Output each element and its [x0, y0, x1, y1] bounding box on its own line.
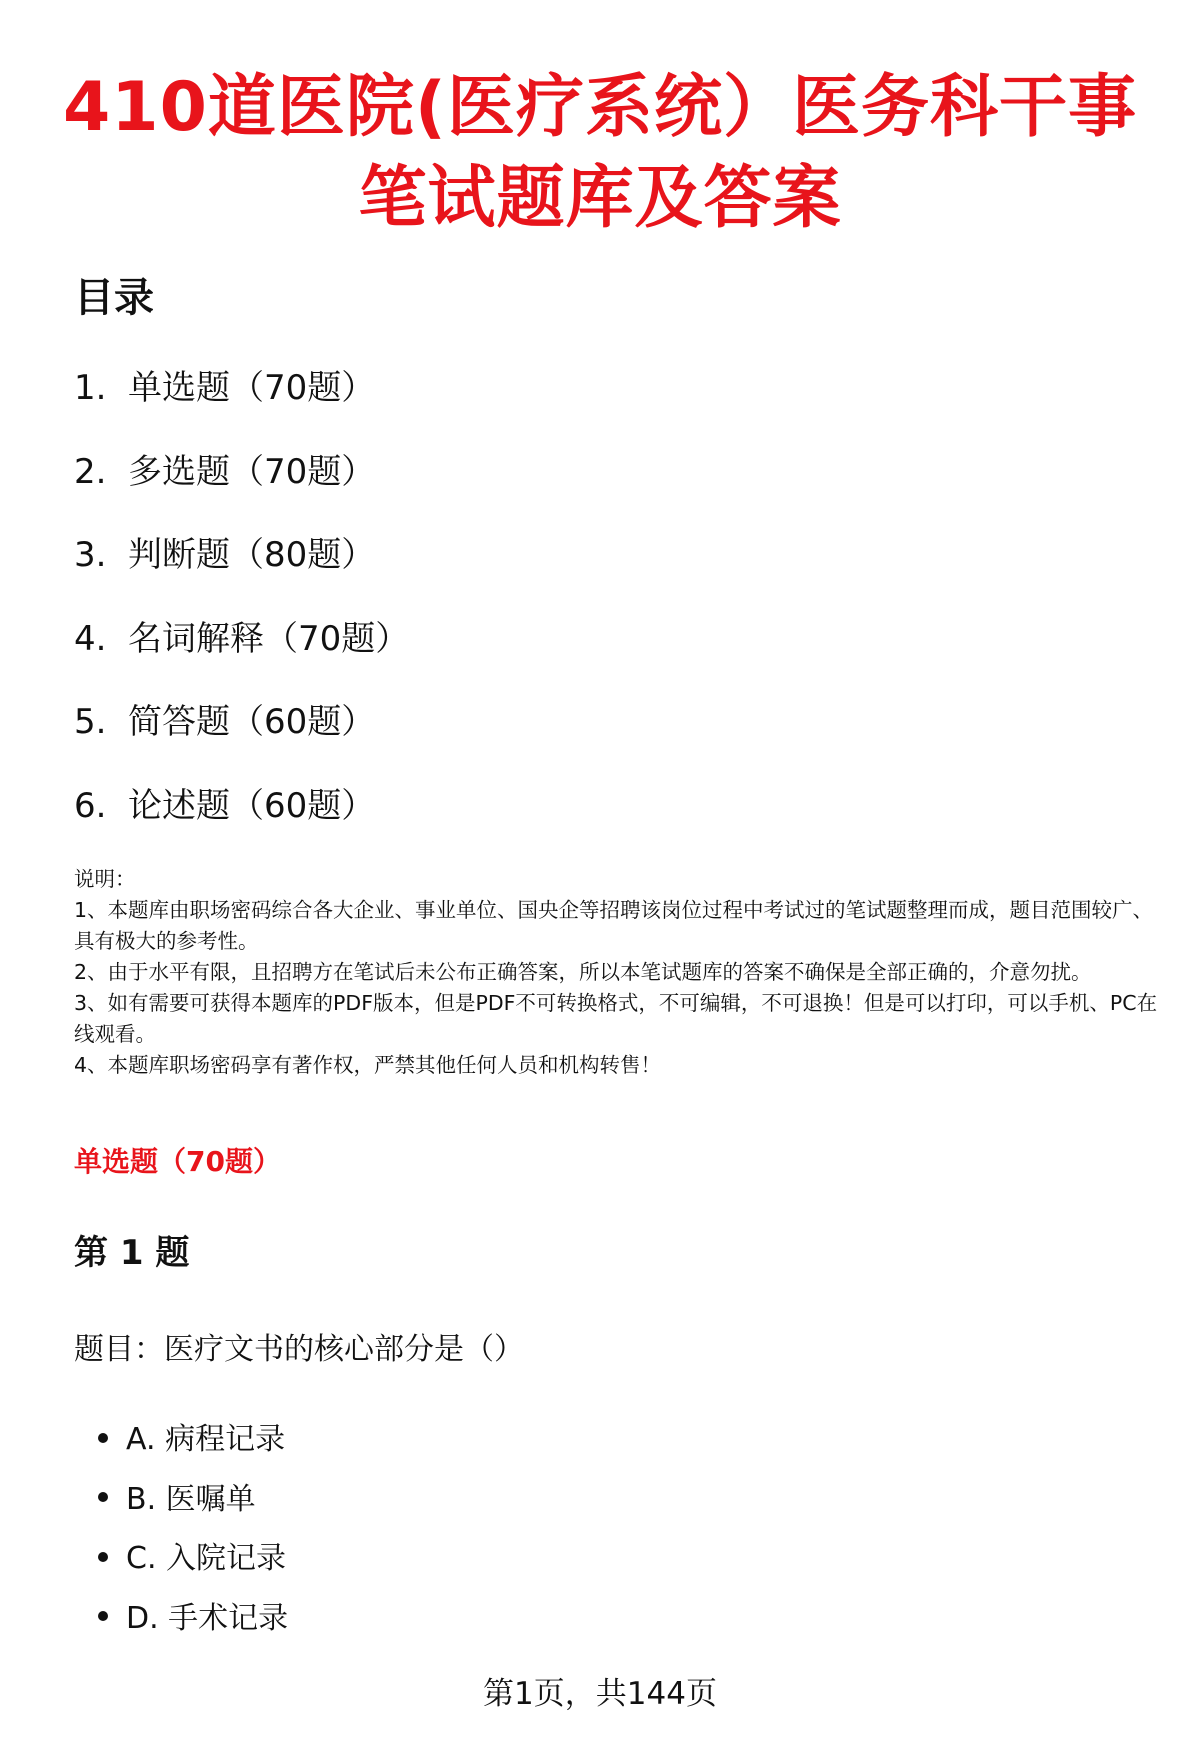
option-item	[98, 1597, 288, 1657]
option-label: C. 入院记录	[126, 1541, 287, 1576]
toc-item	[74, 529, 409, 613]
note-item: 1、本题库由职场密码综合各大企业、事业单位、国央企等招聘该岗位过程中考试过的笔试题整理而成，题目范围较广、具有极大的参考性。	[74, 898, 1154, 953]
toc-item	[74, 362, 409, 446]
note-item: 4、本题库职场密码享有著作权，严禁其他任何人员和机构转售！	[74, 1053, 662, 1077]
notes-heading: 说明：	[74, 867, 136, 891]
question-stem: 题目：医疗文书的核心部分是（）	[74, 1332, 524, 1367]
toc-item-label: 论述题（60题）	[128, 785, 376, 826]
toc-item-number: 3.	[74, 535, 107, 575]
note-item: 2、由于水平有限，且招聘方在笔试后未公布正确答案，所以本笔试题库的答案不确保是全部正确的，介意勿扰。	[74, 960, 1092, 984]
toc-list	[74, 362, 409, 863]
bullet-icon	[98, 1552, 108, 1562]
option-label: D. 手术记录	[126, 1600, 289, 1636]
toc-item-label: 判断题（80题）	[128, 535, 376, 575]
bullet-icon	[98, 1611, 108, 1621]
bullet-icon	[98, 1433, 108, 1443]
toc-item-number: 4.	[74, 618, 107, 659]
option-list	[98, 1418, 288, 1656]
section-label: 单选题（70题）	[74, 1145, 281, 1178]
toc-item-number: 2.	[74, 451, 107, 492]
toc-item-label: 单选题（70题）	[128, 368, 376, 408]
toc-item	[74, 780, 409, 864]
option-item	[98, 1478, 288, 1538]
toc-item-label: 名词解释（70题）	[128, 618, 410, 659]
option-item	[98, 1418, 288, 1478]
toc-item	[74, 696, 409, 780]
toc-item-label: 多选题（70题）	[128, 451, 376, 492]
toc-item-number: 1.	[74, 368, 107, 408]
document-title-line-1: 410道医院(医疗系统）医务科干事	[62, 68, 1138, 147]
notes-block	[74, 864, 1164, 1081]
toc-item	[74, 613, 409, 697]
document-title-line-2: 笔试题库及答案	[358, 159, 842, 238]
toc-item-label: 简答题（60题）	[128, 702, 376, 742]
question-number: 第 1 题	[74, 1233, 190, 1273]
toc-item-number: 5.	[74, 702, 107, 742]
option-item	[98, 1537, 288, 1597]
toc-heading: 目录	[74, 275, 154, 321]
toc-item-number: 6.	[74, 785, 107, 826]
option-label: B. 医嘱单	[126, 1481, 256, 1517]
note-item: 3、如有需要可获得本题库的PDF版本，但是PDF不可转换格式，不可编辑，不可退换！但是可以打印，可以手机、PC在线观看。	[74, 991, 1158, 1046]
toc-item	[74, 446, 409, 530]
bullet-icon	[98, 1492, 108, 1502]
page-footer: 第1页，共144页	[483, 1676, 717, 1712]
option-label: A. 病程记录	[126, 1422, 286, 1457]
